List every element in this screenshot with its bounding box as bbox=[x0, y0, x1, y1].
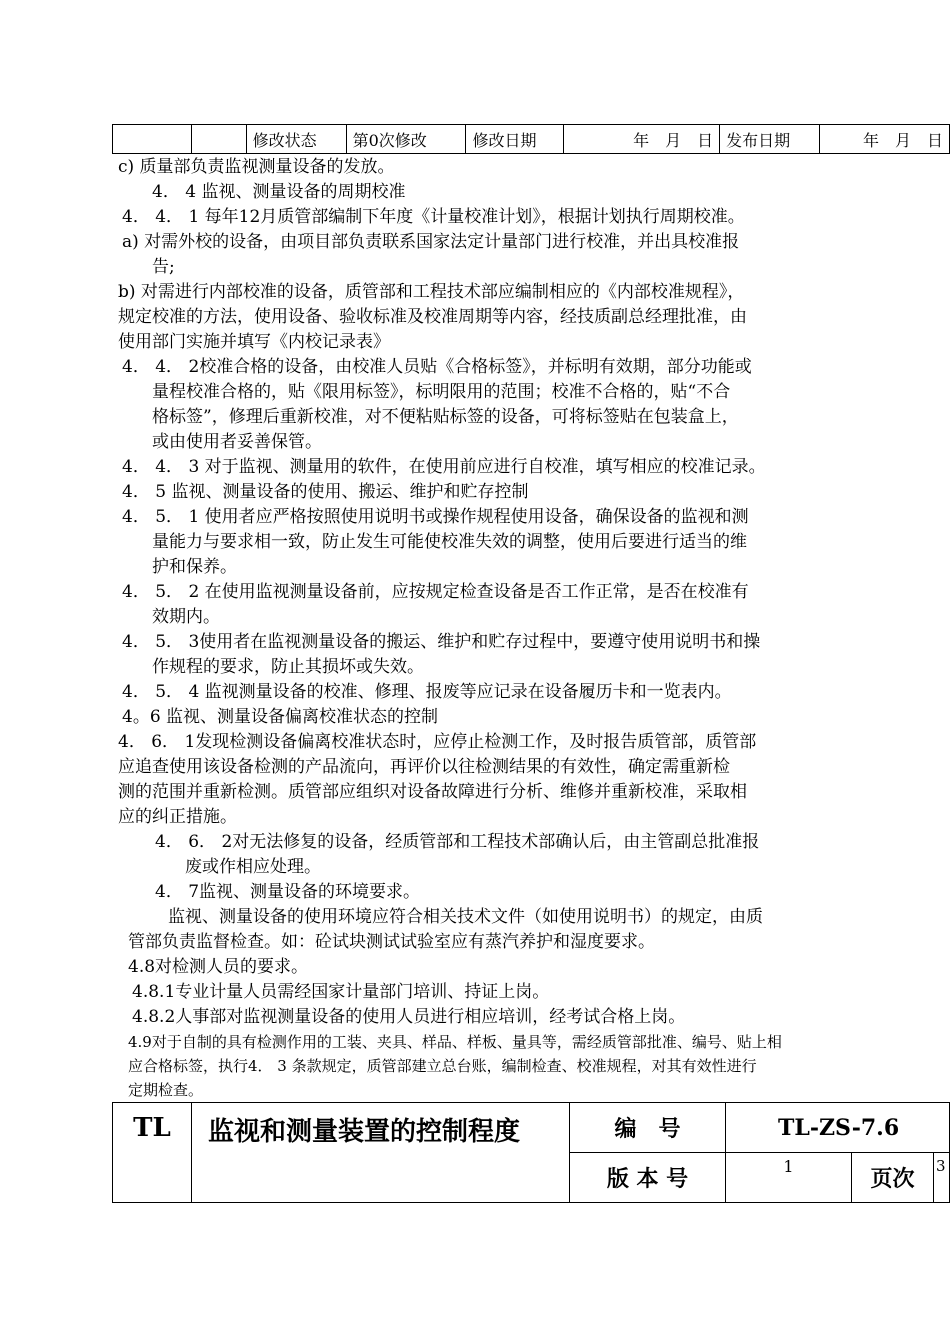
text-line: 废或作相应处理。 bbox=[185, 857, 321, 877]
text-line: 4． 4． 3 对于监视、测量用的软件，在使用前应进行自校准，填写相应的校准记录。 bbox=[122, 457, 766, 477]
text-line: 使用部门实施并填写《内校记录表》 bbox=[118, 332, 390, 352]
text-line: 格标签”，修理后重新校准，对不便粘贴标签的设备，可将标签贴在包装盒上， bbox=[152, 407, 739, 427]
rev-date-label: 修改日期 bbox=[466, 125, 564, 154]
text-line: 定期检查。 bbox=[128, 1081, 204, 1099]
page-label-cell bbox=[852, 1153, 934, 1203]
section-heading: 4． 5 监视、测量设备的使用、搬运、维护和贮存控制 bbox=[122, 482, 529, 502]
text-line: b) 对需进行内部校准的设备，质管部和工程技术部应编制相应的《内部校准规程》， bbox=[118, 282, 745, 302]
text-line: 4.8.1专业计量人员需经国家计量部门培训、持证上岗。 bbox=[132, 982, 550, 1002]
text-line: 4． 5． 4 监视测量设备的校准、修理、报废等应记录在设备履历卡和一览表内。 bbox=[122, 682, 732, 702]
page-value-cell bbox=[934, 1153, 950, 1203]
page-label: 页次 bbox=[870, 1166, 915, 1192]
text-line: 应合格标签，执行4． 3 条款规定，质管部建立总台账，编制检查、校准规程，对其有效性进行 bbox=[128, 1057, 757, 1075]
text-line: 量程校准合格的，贴《限用标签》，标明限用的范围；校准不合格的，贴“不合 bbox=[152, 382, 731, 402]
text-line: 测的范围并重新检测。质管部应组织对设备故障进行分析、维修并重新校准，采取相 bbox=[118, 782, 747, 802]
number-label-cell bbox=[570, 1103, 726, 1153]
text-line: 4.8.2人事部对监视测量设备的使用人员进行相应培训，经考试合格上岗。 bbox=[132, 1007, 686, 1027]
revision-table bbox=[112, 124, 950, 154]
text-line: 规定校准的方法，使用设备、验收标准及校准周期等内容，经技质副总经理批准，由 bbox=[118, 307, 747, 327]
text-line: 4． 6． 1发现检测设备偏离校准状态时，应停止检测工作，及时报告质管部，质管部 bbox=[118, 732, 757, 752]
section-heading: 4． 7监视、测量设备的环境要求。 bbox=[155, 882, 421, 902]
text-line: 4． 4． 1 每年12月质管部编制下年度《计量校准计划》，根据计划执行周期校准。 bbox=[122, 207, 745, 227]
page-value: 3 bbox=[936, 1157, 946, 1175]
version-value: 1 bbox=[783, 1157, 794, 1176]
section-heading: 4.8对检测人员的要求。 bbox=[128, 957, 309, 977]
text-line: 量能力与要求相一致，防止发生可能使校准失效的调整，使用后要进行适当的维 bbox=[152, 532, 747, 552]
text-line: a) 对需外校的设备，由项目部负责联系国家法定计量部门进行校准，并出具校准报 bbox=[122, 232, 740, 252]
text-line: 告; bbox=[152, 257, 175, 277]
section-heading: 4。6 监视、测量设备偏离校准状态的控制 bbox=[122, 707, 439, 727]
text-line: 4． 5． 1 使用者应严格按照使用说明书或操作规程使用设备，确保设备的监视和测 bbox=[122, 507, 749, 527]
text-line: 应的纠正措施。 bbox=[118, 807, 237, 827]
text-line: 4． 6． 2对无法修复的设备，经质管部和工程技术部确认后，由主管副总批准报 bbox=[155, 832, 760, 852]
text-line: 4.9对于自制的具有检测作用的工装、夹具、样品、样板、量具等，需经质管部批准、编号、贴上相 bbox=[128, 1033, 782, 1051]
text-line: 4． 4． 2校准合格的设备，由校准人员贴《合格标签》，并标明有效期，部分功能或 bbox=[122, 357, 752, 377]
text-line: 作规程的要求，防止其损坏或失效。 bbox=[152, 657, 424, 677]
publish-date-label: 发布日期 bbox=[720, 125, 820, 154]
rev-cell-blank-1 bbox=[113, 125, 192, 154]
text-line: 效期内。 bbox=[152, 607, 220, 627]
company-code: TL bbox=[133, 1113, 171, 1143]
rev-date-value: 年 月 日 bbox=[564, 125, 720, 154]
text-line: 或由使用者妥善保管。 bbox=[152, 432, 322, 452]
company-cell bbox=[113, 1103, 192, 1203]
number-label: 编 号 bbox=[614, 1116, 681, 1142]
publish-date-value: 年 月 日 bbox=[820, 125, 950, 154]
footer-table bbox=[112, 1102, 950, 1203]
text-line: 监视、测量设备的使用环境应符合相关技术文件（如使用说明书）的规定，由质 bbox=[168, 907, 763, 927]
document-title: 监视和测量装置的控制程度 bbox=[208, 1117, 521, 1147]
rev-status-label: 修改状态 bbox=[246, 125, 346, 154]
title-cell bbox=[192, 1103, 570, 1203]
text-line: c) 质量部负责监视测量设备的发放。 bbox=[118, 157, 395, 177]
text-line: 应追查使用该设备检测的产品流向，再评价以往检测结果的有效性，确定需重新检 bbox=[118, 757, 730, 777]
text-line: 管部负责监督检查。如：砼试块测试试验室应有蒸汽养护和湿度要求。 bbox=[128, 932, 655, 952]
document-number: TL-ZS-7.6 bbox=[778, 1114, 900, 1141]
text-line: 护和保养。 bbox=[152, 557, 237, 577]
version-label-cell bbox=[570, 1153, 726, 1203]
version-label: 版 本 号 bbox=[606, 1166, 689, 1192]
section-heading: 4． 4 监视、测量设备的周期校准 bbox=[152, 182, 406, 202]
text-line: 4． 5． 2 在使用监视测量设备前，应按规定检查设备是否工作正常，是否在校准有 bbox=[122, 582, 749, 602]
rev-status-value: 第0次修改 bbox=[346, 125, 466, 154]
number-value-cell bbox=[726, 1103, 950, 1153]
text-line: 4． 5． 3使用者在监视测量设备的搬运、维护和贮存过程中，要遵守使用说明书和操 bbox=[122, 632, 761, 652]
version-value-cell bbox=[726, 1153, 852, 1203]
rev-cell-blank-2 bbox=[191, 125, 246, 154]
